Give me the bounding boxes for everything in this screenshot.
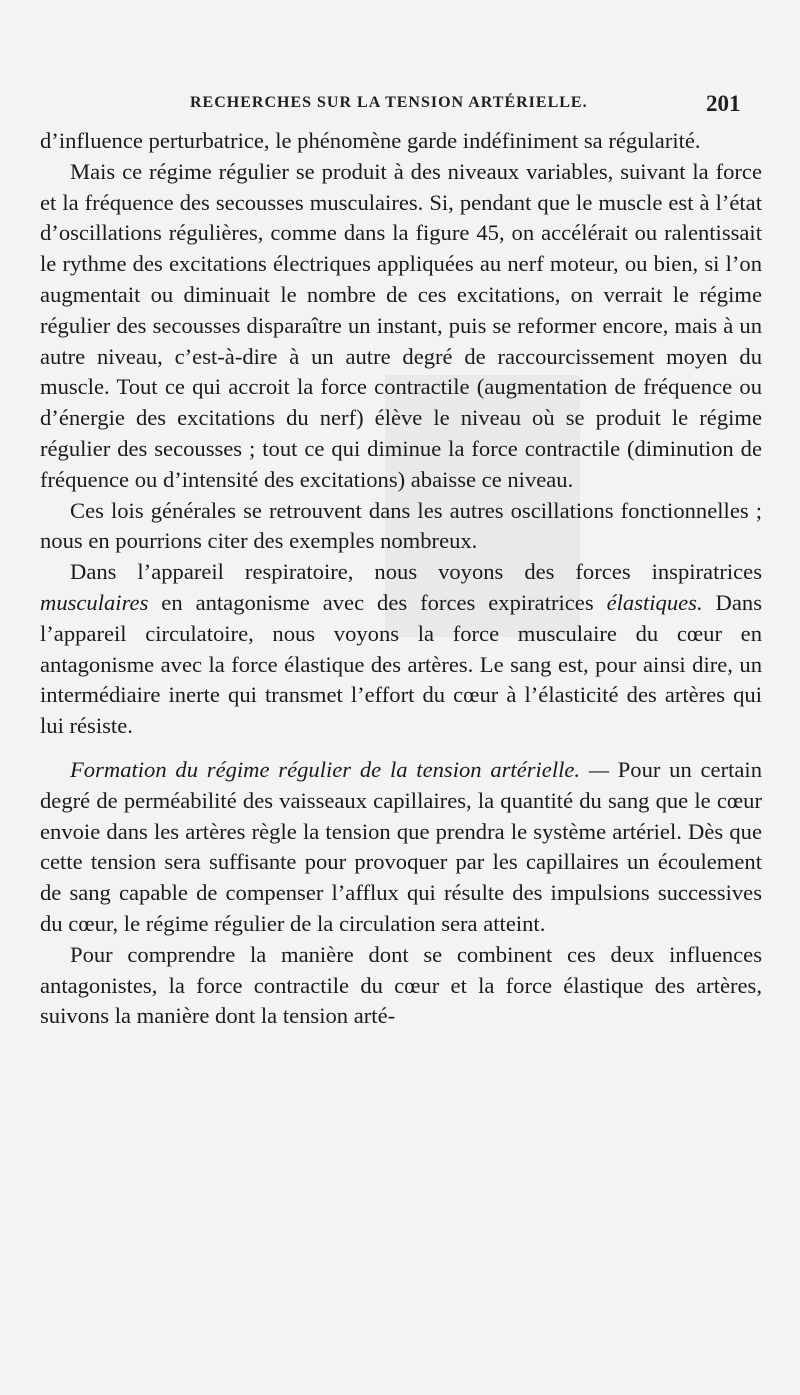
paragraph-5 [40, 755, 762, 940]
body-text [40, 126, 762, 1032]
italic-musculaires: musculaires [40, 589, 149, 615]
paragraph-1: d’influence perturbatrice, le phénomène garde indéfiniment sa régularité. [40, 128, 701, 153]
paragraph-2: Mais ce régime régulier se produit à des niveaux variables, suivant la force et la fréquence des secousses musculaires. Si, pendant que le muscle est à l’état d’oscillations régulières, comme dans la figure 45, on accélérait ou ralentissait le rythme des excitations électriques appliquées au nerf moteur, ou bien, si l’on augmentait ou diminuait le nombre de ces excitations, on verrait le régime régulier des secousses disparaître un instant, puis se reformer encore, mais à un autre niveau, c’est-à-dire à un autre degré de raccourcissement moyen du muscle. Tout ce qui accroit la force contractile (augmentation de fréquence ou d’énergie des excitations du nerf) élève le niveau où se produit le régime régulier des secousses ; tout ce qui diminue la force contractile (diminution de fréquence ou d’intensité des excitations) abaisse ce niveau. [40, 158, 762, 492]
paragraph-4 [40, 557, 762, 742]
paragraph-5-text: Pour un certain degré de perméabilité des vaisseaux capillaires, la quantité du sang que le cœur envoie dans les artères règle la tension que prendra le système artériel. Dès que cette tension sera suffisante pour provoquer par les capillaires un écoulement de sang capable de compenser l’afflux qui résulte des impulsions successives du cœur, le régime régulier de la circulation sera atteint. [40, 756, 762, 936]
italic-elastiques: élastiques. [606, 589, 703, 615]
running-title: RECHERCHES SUR LA TENSION ARTÉRIELLE. [190, 94, 588, 111]
page-number: 201 [706, 91, 741, 116]
paragraph-4-part-2: en antagonisme avec des forces expiratrices [148, 589, 607, 615]
section-heading: Formation du régime régulier de la tension artérielle. — [70, 756, 609, 782]
paragraph-3: Ces lois générales se retrouvent dans les autres oscillations fonctionnelles ; nous en pourrions citer des exemples nombreux. [40, 497, 762, 554]
paragraph-6: Pour comprendre la manière dont se combinent ces deux influences antagonistes, la force contractile du cœur et la force élastique des artères, suivons la manière dont la tension arté- [40, 941, 762, 1029]
paragraph-4-part-3: Dans l’appareil circulatoire, nous voyons la force musculaire du cœur en antagonisme avec la force élastique des artères. Le sang est, pour ainsi dire, un intermédiaire inerte qui transmet l’effort du cœur à l’élasticité des artères qui lui résiste. [40, 589, 762, 739]
paragraph-4-part-1: Dans l’appareil respiratoire, nous voyons des forces inspiratrices [70, 559, 762, 585]
page-header [0, 91, 800, 121]
